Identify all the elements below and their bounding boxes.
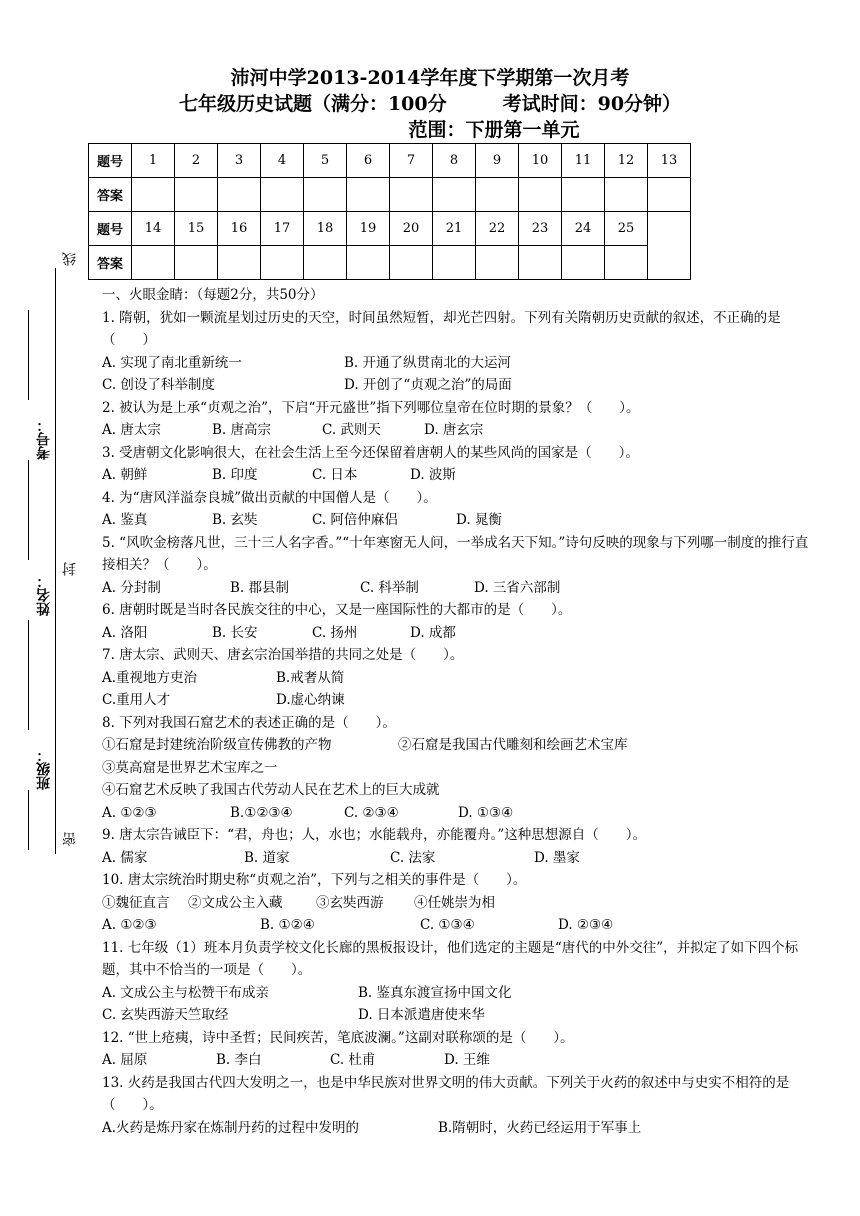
option[interactable]: B. 开通了纵贯南北的大运河 [344, 354, 512, 371]
option[interactable]: A.重视地方吏治 [102, 669, 198, 686]
answer-cell[interactable] [433, 246, 476, 280]
question-number-cell: 5 [304, 144, 347, 178]
options-row [102, 689, 814, 712]
question-number-cell: 16 [218, 212, 261, 246]
options-row [102, 914, 814, 937]
option[interactable]: C. 武则天 [322, 422, 381, 438]
option[interactable]: A. 屈原 [102, 1052, 148, 1068]
question-list [102, 284, 814, 1139]
option[interactable]: C. 玄奘西游天竺取经 [102, 1007, 229, 1023]
answer-cell[interactable] [175, 246, 218, 280]
option[interactable]: C. 扬州 [312, 624, 358, 641]
question-number-cell: 8 [433, 144, 476, 178]
question-number-cell: 7 [390, 144, 433, 178]
binding-mark-xian: 线 [62, 252, 78, 266]
question-stem: 6. 唐朝时既是当时各民族交往的中心，又是一座国际性的大都市的是（ ）。 [102, 602, 572, 618]
option[interactable]: A. ①②③ [102, 804, 157, 821]
answer-cell[interactable] [132, 178, 175, 212]
option[interactable]: A. 分封制 [102, 579, 161, 596]
table-row [89, 144, 691, 178]
option[interactable]: D. 墨家 [534, 849, 580, 866]
answer-cell[interactable] [218, 246, 261, 280]
option[interactable]: B.戒奢从简 [276, 669, 345, 686]
option[interactable]: C. 阿倍仲麻侣 [312, 512, 398, 528]
exam-no-label: 考号： [36, 418, 52, 460]
answer-cell[interactable] [218, 178, 261, 212]
option[interactable]: D. 唐玄宗 [424, 422, 484, 438]
answer-cell[interactable] [605, 178, 648, 212]
option[interactable]: B. 鉴真东渡宣扬中国文化 [358, 984, 512, 1001]
question-stem: 8. 下列对我国石窟艺术的表述正确的是（ ）。 [102, 714, 396, 731]
option[interactable]: A.火药是炼丹家在炼制丹药的过程中发明的 [102, 1119, 360, 1136]
answer-cell[interactable] [261, 178, 304, 212]
options-row [102, 419, 814, 442]
question-number-cell: 6 [347, 144, 390, 178]
option[interactable]: B. 印度 [212, 467, 258, 483]
name-label: 姓名： [36, 574, 52, 616]
statements-row [102, 892, 814, 915]
answer-cell[interactable] [562, 246, 605, 280]
statement: ③玄奘西游 [316, 894, 384, 911]
statements-row [102, 734, 814, 757]
question-number-cell: 11 [562, 144, 605, 178]
class-underline-lower [28, 790, 30, 850]
options-row [102, 1049, 814, 1072]
options-row [102, 847, 814, 870]
question-stem: 11. 七年级（1）班本月负责学校文化长廊的黑板报设计，他们选定的主题是“唐代的中外交往”，并拟定了如下四个标题，其中不恰当的一项是（ ）。 [102, 939, 799, 978]
question-stem: 1. 隋朝，犹如一颗流星划过历史的天空，时间虽然短暂，却光芒四射。下列有关隋朝历史贡献的叙述，不正确的是（ ） [102, 309, 781, 348]
exam-no-underline [28, 310, 30, 400]
option[interactable]: A. 文成公主与松赞干布成亲 [102, 984, 269, 1001]
exam-subject-score: 七年级历史试题（满分：100分 [178, 93, 447, 115]
option[interactable]: B. 唐高宗 [212, 422, 272, 438]
options-row [102, 1004, 814, 1027]
answer-cell[interactable] [304, 246, 347, 280]
answer-cell[interactable] [304, 178, 347, 212]
option[interactable]: B. 玄奘 [212, 512, 258, 528]
options-row [102, 352, 814, 375]
exam-scope: 范围：下册第一单元 [408, 119, 580, 141]
answer-cell[interactable] [175, 178, 218, 212]
option[interactable]: D. 三省六部制 [474, 579, 561, 596]
option[interactable]: C. 创设了科举制度 [102, 377, 215, 393]
option[interactable]: A. 儒家 [102, 849, 148, 866]
answer-cell[interactable] [347, 246, 390, 280]
question-number-cell: 22 [476, 212, 519, 246]
row-label-answer: 答案 [89, 178, 132, 212]
question-number-cell: 18 [304, 212, 347, 246]
option[interactable]: C.重用人才 [102, 692, 171, 708]
question-stem: 7. 唐太宗、武则天、唐玄宗治国举措的共同之处是（ ）。 [102, 647, 464, 663]
option[interactable]: C. 法家 [390, 849, 436, 866]
answer-cell[interactable] [648, 178, 691, 212]
name-underline [28, 460, 30, 560]
option[interactable]: D.虚心纳谏 [276, 692, 345, 708]
class-label: 班级： [36, 748, 52, 790]
options-row [102, 667, 814, 690]
option[interactable]: D. 王维 [444, 1052, 490, 1068]
binding-mark-feng: 封 [62, 562, 78, 576]
options-row [102, 622, 814, 645]
table-row [89, 246, 691, 280]
answer-cell[interactable] [519, 178, 562, 212]
question-number-cell: 20 [390, 212, 433, 246]
option[interactable]: C. 杜甫 [330, 1052, 376, 1068]
answer-cell[interactable] [132, 246, 175, 280]
option[interactable]: D. 开创了“贞观之治”的局面 [344, 377, 512, 393]
table-row [89, 178, 691, 212]
statement: ①魏征直言 [102, 894, 170, 911]
statement: ③莫高窟是世界艺术宝库之一 [102, 759, 278, 776]
empty-cell [648, 212, 691, 280]
option[interactable]: B. 长安 [212, 624, 258, 641]
question-number-cell: 12 [605, 144, 648, 178]
option[interactable]: A. 洛阳 [102, 624, 148, 641]
question-stem: 9. 唐太宗告诫臣下：“君，舟也；人，水也；水能载舟，亦能覆舟。”这种思想源自（ ）。 [102, 827, 646, 843]
answer-cell[interactable] [390, 178, 433, 212]
answer-cell[interactable] [476, 246, 519, 280]
option[interactable]: C. ②③④ [344, 804, 399, 821]
options-row [102, 802, 814, 825]
option[interactable]: D. 晁衡 [456, 512, 502, 528]
answer-cell[interactable] [562, 178, 605, 212]
row-label-number: 题号 [89, 212, 132, 246]
option[interactable]: D. ②③④ [558, 917, 614, 933]
question-number-cell: 2 [175, 144, 218, 178]
question-number-cell: 10 [519, 144, 562, 178]
option[interactable]: D. ①③④ [458, 804, 514, 821]
option[interactable]: B.①②③④ [230, 804, 293, 821]
question-number-cell: 15 [175, 212, 218, 246]
section-heading: 一、火眼金睛：（每题2分，共50分） [102, 287, 324, 303]
statement: ④任姚崇为相 [414, 894, 495, 911]
statement: ②文成公主入藏 [188, 894, 283, 911]
question-number-cell: 23 [519, 212, 562, 246]
exam-title-school: 沛河中学2013-2014学年度下学期第一次月考 [230, 67, 630, 89]
option[interactable]: A. 朝鲜 [102, 467, 148, 483]
option[interactable]: B. 道家 [244, 849, 290, 866]
option[interactable]: A. ①②③ [102, 917, 157, 933]
question-stem: 13. 火药是我国古代四大发明之一，也是中华民族对世界文明的伟大贡献。下列关于火药的叙述中与史实不相符的是（ ）。 [102, 1074, 790, 1113]
question-number-cell: 13 [648, 144, 691, 178]
question-number-cell: 25 [605, 212, 648, 246]
answer-cell[interactable] [519, 246, 562, 280]
answer-cell[interactable] [605, 246, 648, 280]
option[interactable]: C. ①③④ [420, 917, 475, 933]
row-label-answer: 答案 [89, 246, 132, 280]
question-number-cell: 1 [132, 144, 175, 178]
table-row [89, 212, 691, 246]
option[interactable]: B. ①②④ [260, 917, 315, 933]
option[interactable]: C. 日本 [312, 467, 358, 483]
question-number-cell: 14 [132, 212, 175, 246]
exam-title-subject [0, 92, 860, 116]
question-stem: 4. 为“唐风洋溢奈良城”做出贡献的中国僧人是（ ）。 [102, 489, 437, 506]
answer-cell[interactable] [433, 178, 476, 212]
options-row [102, 509, 814, 532]
answer-cell[interactable] [390, 246, 433, 280]
answer-table [88, 143, 691, 280]
question-stem: 2. 被认为是上承“贞观之治”，下启“开元盛世”指下列哪位皇帝在位时期的景象？（ ）。 [102, 399, 640, 416]
options-row [102, 982, 814, 1005]
answer-cell[interactable] [347, 178, 390, 212]
option[interactable]: D. 日本派遣唐使来华 [358, 1007, 485, 1023]
option[interactable]: A. 鉴真 [102, 512, 148, 528]
statement: ④石窟艺术反映了我国古代劳动人民在艺术上的巨大成就 [102, 782, 440, 798]
options-row [102, 1117, 814, 1140]
question-stem: 10. 唐太宗统治时期史称“贞观之治”，下列与之相关的事件是（ ）。 [102, 872, 527, 888]
row-label-number: 题号 [89, 144, 132, 178]
question-number-cell: 19 [347, 212, 390, 246]
question-number-cell: 24 [562, 212, 605, 246]
question-number-cell: 21 [433, 212, 476, 246]
options-row [102, 374, 814, 397]
question-stem: 12. “世上疮痍，诗中圣哲；民间疾苦，笔底波澜。”这副对联称颂的是（ ）。 [102, 1029, 574, 1046]
question-number-cell: 9 [476, 144, 519, 178]
option[interactable]: D. 成都 [410, 624, 456, 641]
option[interactable]: B. 郡县制 [230, 579, 290, 596]
question-number-cell: 17 [261, 212, 304, 246]
answer-cell[interactable] [476, 178, 519, 212]
options-row [102, 464, 814, 487]
exam-duration: 考试时间：90分钟） [502, 93, 682, 115]
question-stem: 3. 受唐朝文化影响很大，在社会生活上至今还保留着唐朝人的某些风尚的国家是（ ）。 [102, 444, 639, 461]
statement: ①石窟是封建统治阶级宣传佛教的产物 [102, 737, 332, 753]
answer-cell[interactable] [261, 246, 304, 280]
statement: ②石窟是我国古代雕刻和绘画艺术宝库 [398, 737, 628, 753]
option[interactable]: C. 科举制 [360, 579, 419, 596]
question-number-cell: 3 [218, 144, 261, 178]
option[interactable]: A. 唐太宗 [102, 422, 161, 438]
question-number-cell: 4 [261, 144, 304, 178]
binding-mark-mi: 密 [62, 832, 78, 846]
question-stem: 5. “风吹金榜落凡世，三十三人名字香。”“十年寒窗无人问，一举成名天下知。”诗句反映的现象与下列哪一制度的推行直接相关？（ ）。 [102, 534, 809, 573]
class-underline [28, 620, 30, 730]
binding-dashed-line [55, 268, 56, 854]
options-row [102, 577, 814, 600]
option[interactable]: A. 实现了南北重新统一 [102, 354, 242, 371]
option[interactable]: B. 李白 [216, 1052, 262, 1068]
option[interactable]: B.隋朝时，火药已经运用于军事上 [438, 1119, 642, 1136]
option[interactable]: D. 波斯 [410, 467, 456, 483]
